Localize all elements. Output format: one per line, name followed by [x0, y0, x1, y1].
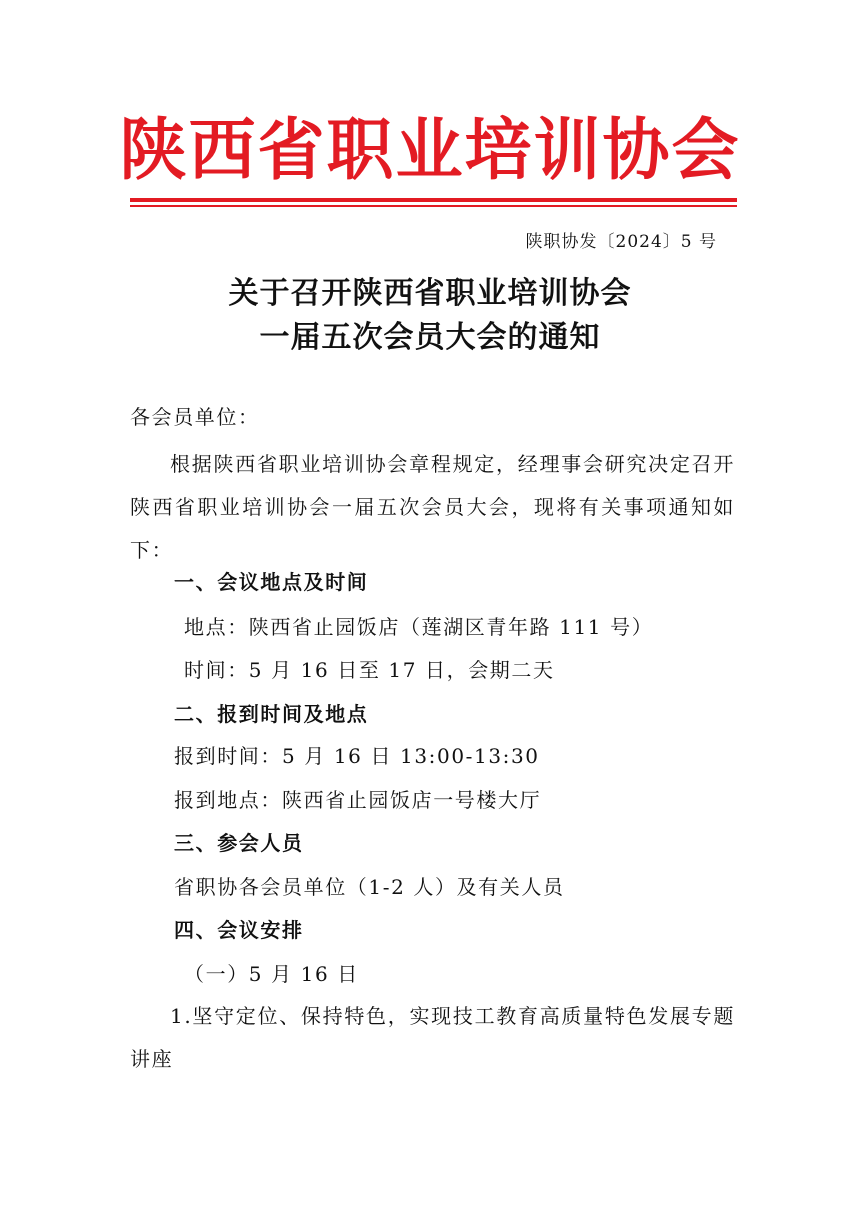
registration-time: 报到时间：5 月 16 日 13:00-13:30 — [174, 744, 540, 768]
attendees: 省职协各会员单位（1-2 人）及有关人员 — [174, 875, 565, 899]
section-1-heading: 一、会议地点及时间 — [174, 570, 369, 594]
section-4-heading: 四、会议安排 — [174, 918, 304, 942]
section-2-heading: 二、报到时间及地点 — [174, 702, 369, 726]
letterhead-rule-thick — [130, 198, 737, 202]
document-title-line-1: 关于召开陕西省职业培训协会 — [228, 276, 632, 311]
section-3-heading: 三、参会人员 — [174, 831, 304, 855]
meeting-time: 时间：5 月 16 日至 17 日，会期二天 — [184, 658, 555, 682]
schedule-day-1: （一）5 月 16 日 — [184, 962, 359, 986]
salutation: 各会员单位： — [130, 405, 260, 429]
schedule-item-1: 1.坚守定位、保持特色，实现技工教育高质量特色发展专题讲座 — [130, 1004, 735, 1071]
document-number: 陕职协发〔2024〕5 号 — [525, 232, 717, 252]
document-title — [0, 272, 860, 360]
intro-paragraph: 根据陕西省职业培训协会章程规定，经理事会研究决定召开陕西省职业培训协会一届五次会员大会，现将有关事项通知如下： — [130, 452, 735, 562]
document-title-line-2: 一届五次会员大会的通知 — [259, 320, 601, 355]
letterhead-rule-thin — [130, 205, 737, 207]
meeting-location: 地点：陕西省止园饭店（莲湖区青年路 111 号） — [184, 615, 654, 639]
registration-place: 报到地点：陕西省止园饭店一号楼大厅 — [174, 788, 542, 812]
letterhead-title: 陕西省职业培训协会 — [119, 111, 741, 189]
